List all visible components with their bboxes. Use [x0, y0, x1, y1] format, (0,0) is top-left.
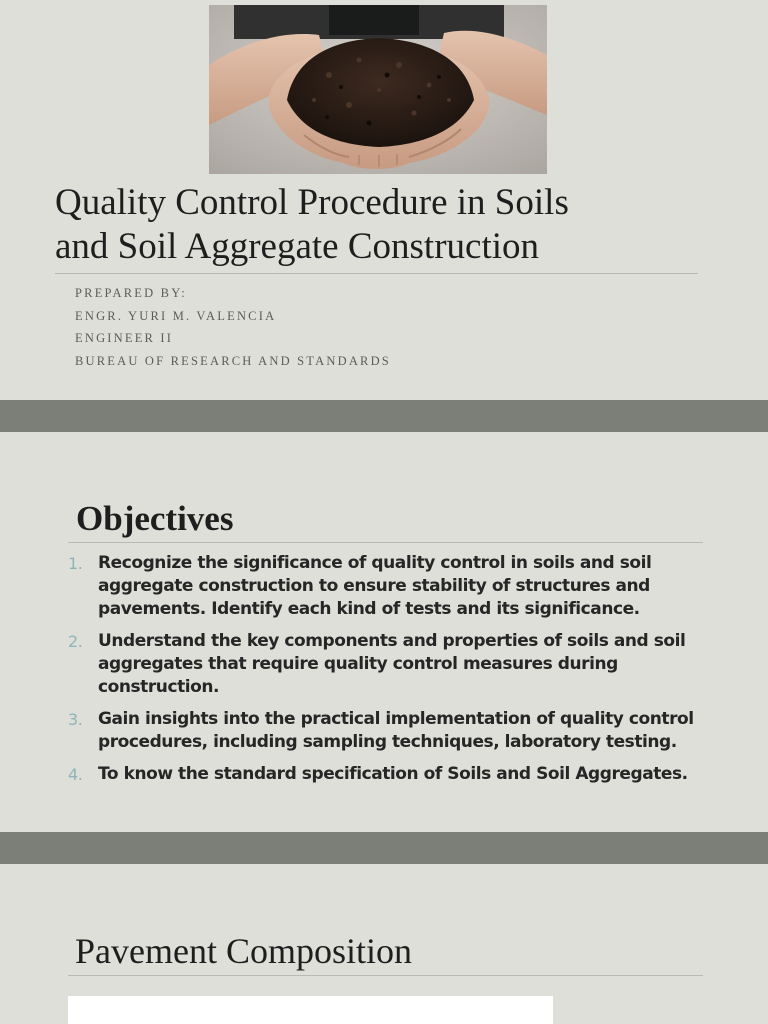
- author-office: BUREAU OF RESEARCH AND STANDARDS: [75, 353, 391, 368]
- author-position: ENGINEER II: [75, 331, 174, 345]
- objective-number: 3.: [68, 710, 83, 729]
- objective-text: Recognize the significance of quality control in soils and soil aggregate construction to ensure stability of structures and pavements. Identify each kind of tests and its significance.: [98, 553, 652, 619]
- objective-item: [68, 763, 708, 786]
- title-line-2: and Soil Aggregate Construction: [55, 226, 540, 267]
- author-name: ENGR. YURI M. VALENCIA: [75, 308, 277, 323]
- objective-item: [68, 708, 708, 754]
- objective-item: [68, 552, 708, 621]
- objective-item: [68, 630, 708, 699]
- objective-number: 2.: [68, 632, 83, 651]
- prepared-by-label: PREPARED BY:: [75, 286, 187, 300]
- objective-text: To know the standard specification of Soils and Soil Aggregates.: [98, 764, 688, 784]
- pavement-rule: [68, 975, 703, 976]
- title-rule: [55, 273, 698, 274]
- pavement-diagram-placeholder: [68, 996, 553, 1024]
- slide-divider: [0, 400, 768, 432]
- pavement-heading: Pavement Composition: [75, 931, 412, 971]
- objectives-rule: [68, 542, 703, 543]
- objectives-heading: Objectives: [76, 499, 234, 538]
- presentation-title: [55, 181, 715, 269]
- objective-text: Gain insights into the practical implementation of quality control procedures, including sampling techniques, laboratory testing.: [98, 709, 694, 752]
- title-line-1: Quality Control Procedure in Soils: [55, 182, 569, 223]
- objectives-list: [68, 552, 708, 795]
- objective-text: Understand the key components and properties of soils and soil aggregates that require quality control measures during construction.: [98, 631, 686, 697]
- objective-number: 4.: [68, 765, 83, 784]
- title-slide[interactable]: [0, 0, 768, 400]
- slide-divider: [0, 832, 768, 864]
- soil-in-hands-image: [209, 5, 547, 174]
- objective-number: 1.: [68, 554, 83, 573]
- presenter-info: [75, 282, 391, 372]
